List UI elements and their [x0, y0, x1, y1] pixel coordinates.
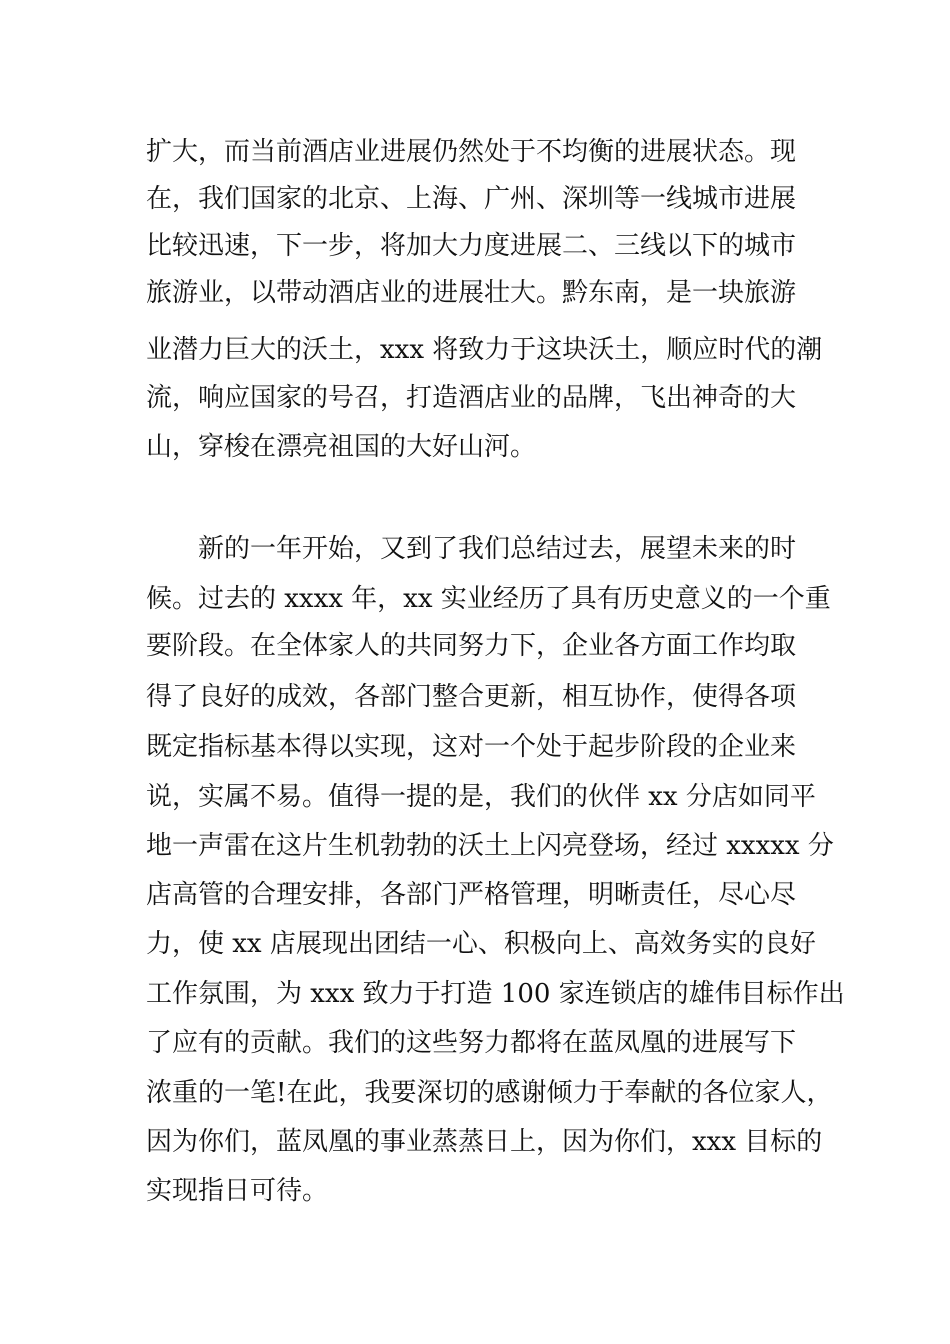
- text-line: 工作氛围，为 xxx 致力于打造 100 家连锁店的雄伟目标作出: [146, 979, 845, 1009]
- text-line: 扩大，而当前酒店业进展仍然处于不均衡的进展状态。现: [146, 137, 797, 167]
- text-line: 新的一年开始，又到了我们总结过去，展望未来的时: [198, 534, 797, 564]
- text-line: 业潜力巨大的沃土，xxx 将致力于这块沃土，顺应时代的潮: [146, 335, 823, 365]
- text-line: 比较迅速，下一步，将加大力度进展二、三线以下的城市: [146, 231, 797, 261]
- text-line: 力，使 xx 店展现出团结一心、积极向上、高效务实的良好: [146, 929, 816, 959]
- text-line: 既定指标基本得以实现，这对一个处于起步阶段的企业来: [146, 732, 797, 762]
- text-line: 候。过去的 xxxx 年，xx 实业经历了具有历史意义的一个重: [146, 584, 831, 614]
- text-line: 浓重的一笔!在此，我要深切的感谢倾力于奉献的各位家人，: [146, 1078, 833, 1108]
- text-line: 在，我们国家的北京、上海、广州、深圳等一线城市进展: [146, 184, 797, 214]
- text-line: 地一声雷在这片生机勃勃的沃土上闪亮登场，经过 xxxxx 分: [146, 831, 834, 861]
- text-line: 说，实属不易。值得一提的是，我们的伙伴 xx 分店如同平: [146, 782, 816, 812]
- text-line: 得了良好的成效，各部门整合更新，相互协作，使得各项: [146, 682, 797, 712]
- text-line: 要阶段。在全体家人的共同努力下，企业各方面工作均取: [146, 631, 797, 661]
- text-line: 店高管的合理安排，各部门严格管理，明晰责任，尽心尽: [146, 880, 797, 910]
- text-line: 旅游业，以带动酒店业的进展壮大。黔东南，是一块旅游: [146, 278, 797, 308]
- text-line: 了应有的贡献。我们的这些努力都将在蓝凤凰的进展写下: [146, 1028, 797, 1058]
- text-line: 实现指日可待。: [146, 1176, 329, 1206]
- text-line: 流，响应国家的号召，打造酒店业的品牌，飞出神奇的大: [146, 383, 797, 413]
- text-line: 因为你们，蓝凤凰的事业蒸蒸日上，因为你们，xxx 目标的: [146, 1127, 823, 1157]
- text-line: 山，穿梭在漂亮祖国的大好山河。: [146, 432, 537, 462]
